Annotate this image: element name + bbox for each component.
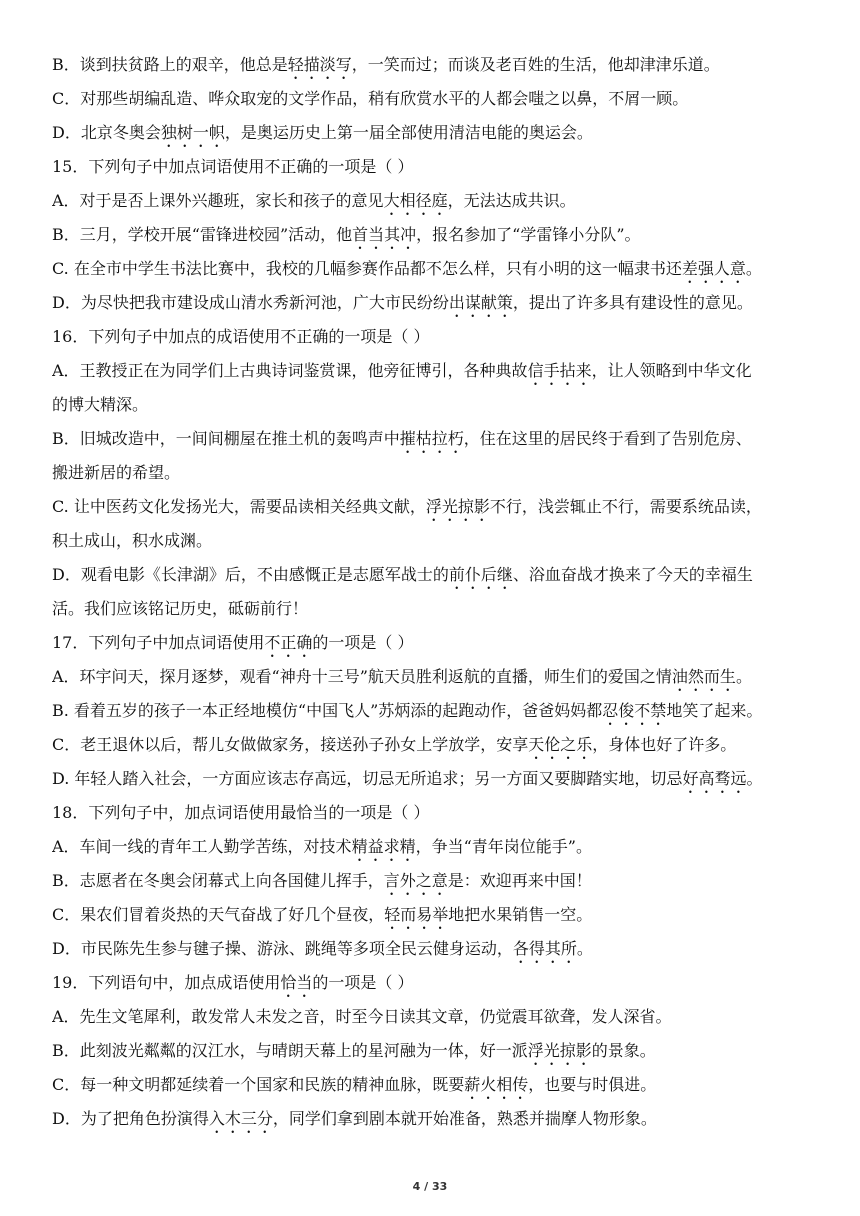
dotted-phrase: 大相径庭 [383,191,448,210]
text-line: A．对于是否上课外兴趣班，家长和孩子的意见大相径庭，无法达成共识。 [52,191,576,210]
text-line: C. 在全市中学生书法比赛中，我校的几幅参赛作品都不怎么样，只有小明的这一幅隶书还差强人意。 [52,259,762,278]
text-line: D．北京冬奥会独树一帜，是奥运历史上第一届全部使用清洁电能的奥运会。 [52,123,593,142]
text-line: A．环宇问天，探月逐梦，观看“神舟十三号”航天员胜利返航的直播，师生们的爱国之情油然而生。 [52,667,752,686]
document-body [52,48,812,1136]
dotted-phrase: 入木三分 [208,1109,273,1128]
dotted-phrase: 言外之意 [383,871,448,890]
dotted-phrase: 忍俊不禁 [602,701,667,720]
dotted-phrase: 精益求精 [351,837,416,856]
text-line: B．三月，学校开展“雷锋进校园”活动，他首当其冲，报名参加了“学雷锋小分队”。 [52,225,641,244]
text-line: C．果农们冒着炎热的天气奋战了好几个昼夜，轻而易举地把水果销售一空。 [52,905,593,924]
dotted-phrase: 油然而生 [671,667,736,686]
dotted-phrase: 浮光掠影 [425,497,490,516]
dotted-phrase: 独树一帜 [160,123,225,142]
text-line: C．每一种文明都延续着一个国家和民族的精神血脉，既要薪火相传，也要与时俱进。 [52,1075,657,1094]
dotted-phrase: 各得其所 [512,939,577,958]
text-line: D．为尽快把我市建设成山清水秀新河池，广大市民纷纷出谋献策，提出了许多具有建设性的意见。 [52,293,753,312]
text-line: B．志愿者在冬奥会闭幕式上向各国健儿挥手，言外之意是：欢迎再来中国！ [52,871,592,890]
text-line: A．王教授正在为同学们上古典诗词鉴赏课，他旁征博引，各种典故信手拈来，让人领略到中华文化 [52,361,752,380]
text-line: C．对那些胡编乱造、哗众取宠的文学作品，稍有欣赏水平的人都会嗤之以鼻，不屑一顾。 [52,89,689,108]
question-heading: 19．下列语句中，加点成语使用恰当的一项是（ ） [52,973,414,992]
text-line: B．旧城改造中，一间间棚屋在推土机的轰鸣声中摧枯拉朽，住在这里的居民终于看到了告别危房、 [52,429,752,448]
dotted-phrase: 好高骛远 [682,769,747,788]
text-line: C．老王退休以后，帮儿女做做家务，接送孙子孙女上学放学，安享天伦之乐，身体也好了许多。 [52,735,737,754]
text-line: 搬进新居的希望。 [52,463,181,482]
text-line: B．谈到扶贫路上的艰辛，他总是轻描淡写，一笑而过；而谈及老百姓的生活，他却津津乐道。 [52,55,720,74]
text-line: 积土成山，积水成渊。 [52,531,213,550]
text-line: C. 让中医药文化发扬光大，需要品读相关经典文献，浮光掠影不行，浅尝辄止不行，需要系统品读， [52,497,762,516]
text-line: B．此刻波光粼粼的汉江水，与晴朗天幕上的星河融为一体，好一派浮光掠影的景象。 [52,1041,656,1060]
dotted-phrase: 不正确 [264,633,313,652]
dotted-phrase: 恰当 [280,973,313,992]
text-line: D．观看电影《长津湖》后，不由感慨正是志愿军战士的前仆后继、浴血奋战才换来了今天的幸福生 [52,565,753,584]
dotted-phrase: 浮光掠影 [527,1041,592,1060]
dotted-phrase: 摧枯拉朽 [399,429,464,448]
question-heading: 17．下列句子中加点词语使用不正确的一项是（ ） [52,633,414,652]
text-line: 的博大精深。 [52,395,149,414]
dotted-phrase: 首当其冲 [352,225,417,244]
dotted-phrase: 前仆后继 [448,565,513,584]
dotted-phrase: 轻而易举 [384,905,449,924]
dotted-phrase: 天伦之乐 [528,735,593,754]
text-line: B. 看着五岁的孩子一本正经地模仿“中国飞人”苏炳添的起跑动作，爸爸妈妈都忍俊不禁地笑了起来。 [52,701,763,720]
question-heading: 18．下列句子中，加点词语使用最恰当的一项是（ ） [52,803,430,822]
question-heading: 16．下列句子中加点的成语使用不正确的一项是（ ） [52,327,430,346]
text-line: D．市民陈先生参与毽子操、游泳、跳绳等多项全民云健身运动，各得其所。 [52,939,593,958]
dotted-phrase: 信手拈来 [527,361,592,380]
text-line: D. 年轻人踏入社会，一方面应该志存高远，切忌无所追求；另一方面又要脚踏实地，切忌好高骛远。 [52,769,763,788]
question-heading: 15．下列句子中加点词语使用不正确的一项是（ ） [52,157,414,176]
text-line: D．为了把角色扮演得入木三分，同学们拿到剧本就开始准备，熟悉并揣摩人物形象。 [52,1109,657,1128]
dotted-phrase: 轻描淡写 [287,55,352,74]
dotted-phrase: 出谋献策 [448,293,513,312]
text-line: A．车间一线的青年工人勤学苦练，对技术精益求精，争当“青年岗位能手”。 [52,837,592,856]
text-line: 活。我们应该铭记历史，砥砺前行！ [52,599,309,618]
page-number: 4 / 33 [412,1180,448,1193]
dotted-phrase: 差强人意 [681,259,746,278]
dotted-phrase: 薪火相传 [464,1075,529,1094]
text-line: A．先生文笔犀利，敢发常人未发之音，时至今日读其文章，仍觉震耳欲聋，发人深省。 [52,1007,672,1026]
